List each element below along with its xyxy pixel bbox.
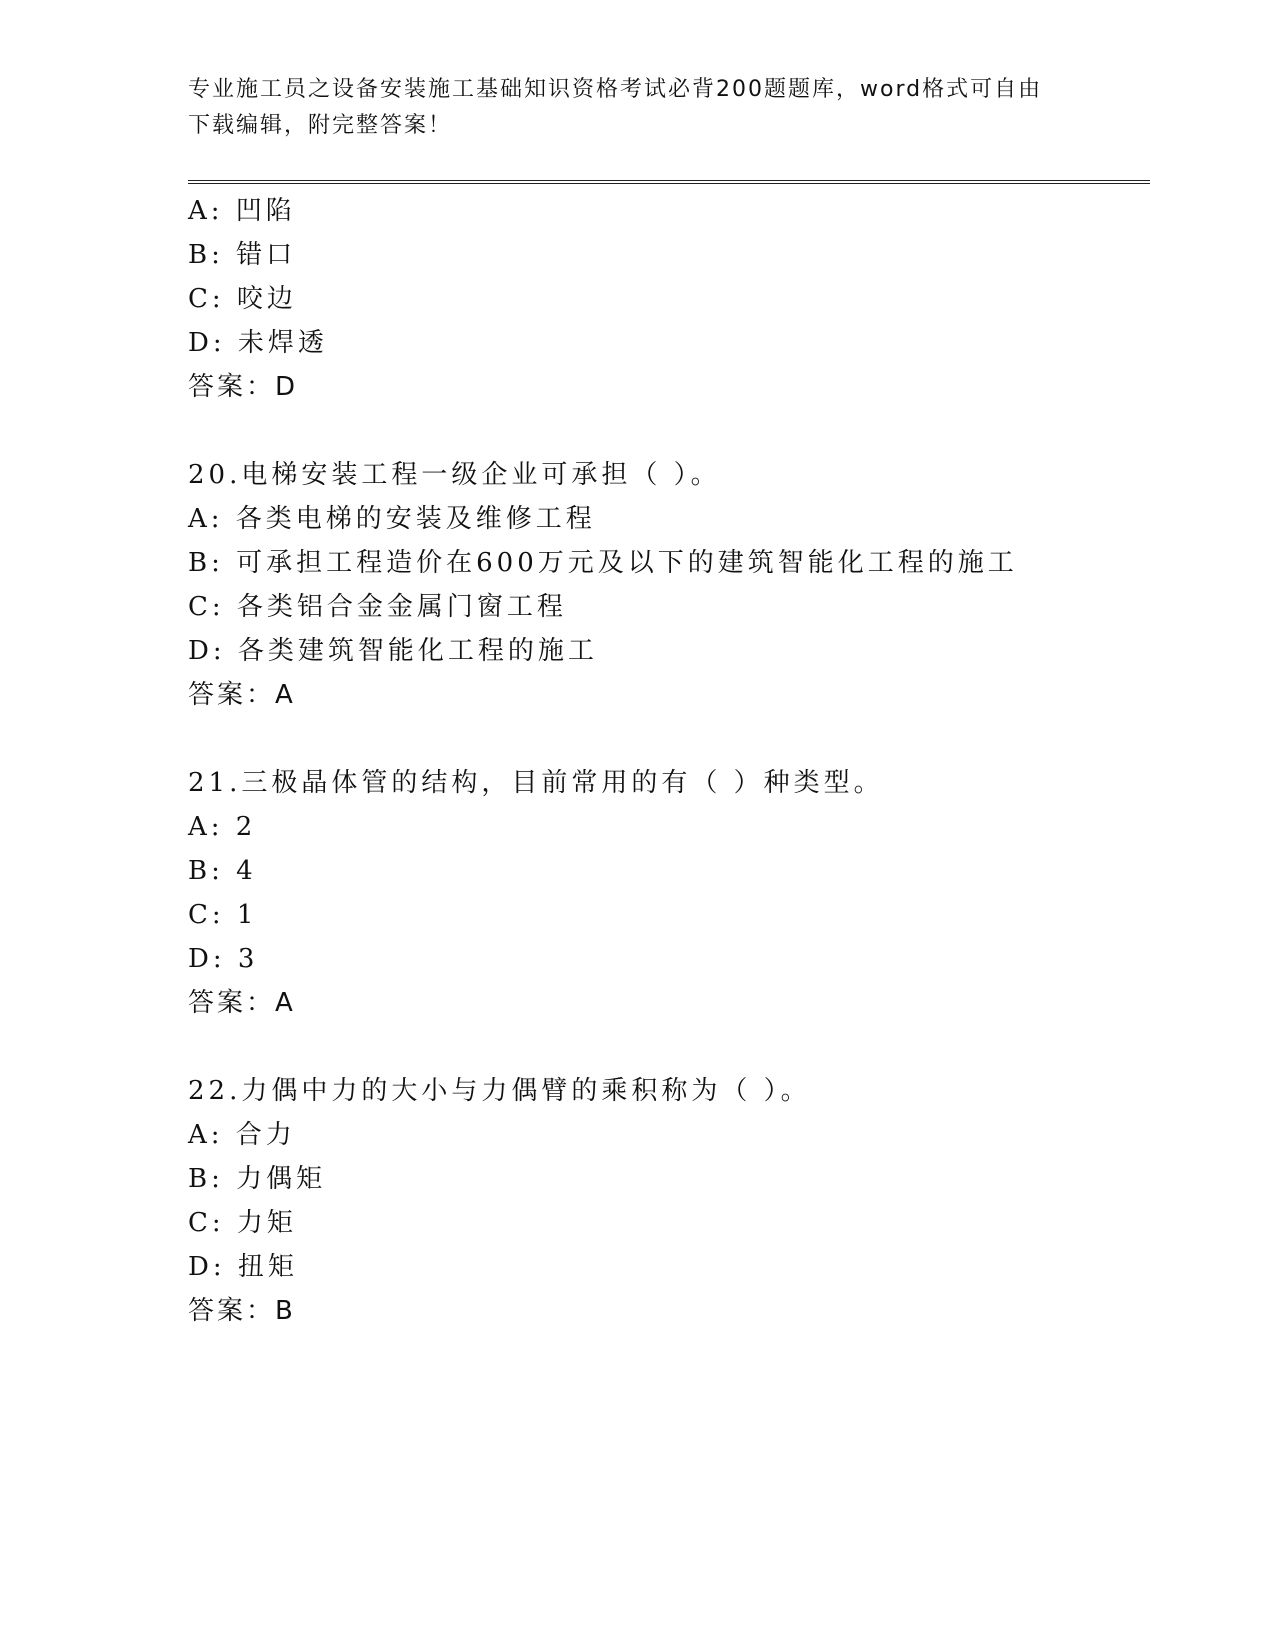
document-header — [188, 72, 1088, 144]
q21-question: 21.三极晶体管的结构，目前常用的有（ ）种类型。 — [188, 768, 884, 798]
q20-option-c: C: 各类铝合金金属门窗工程 — [188, 592, 567, 622]
q20-answer: 答案：A — [188, 680, 296, 710]
q22-option-b: B: 力偶矩 — [188, 1164, 327, 1194]
q22-option-d: D: 扭矩 — [188, 1252, 298, 1282]
header-line-2: 下载编辑，附完整答案！ — [188, 113, 453, 138]
q19-option-c: C: 咬边 — [188, 284, 297, 314]
q22-option-a: A: 合力 — [188, 1120, 296, 1150]
q19-option-a: A: 凹陷 — [188, 196, 296, 226]
q19-option-d: D: 未焊透 — [188, 328, 328, 358]
q20-option-d: D: 各类建筑智能化工程的施工 — [188, 636, 598, 666]
q21-option-b: B: 4 — [188, 856, 257, 886]
q19-option-b: B: 错口 — [188, 240, 297, 270]
q22-question: 22.力偶中力的大小与力偶臂的乘积称为（ ）。 — [188, 1076, 811, 1106]
q22-option-c: C: 力矩 — [188, 1208, 297, 1238]
q21-answer: 答案：A — [188, 988, 296, 1018]
q22-answer: 答案：B — [188, 1296, 296, 1326]
q19-answer: 答案：D — [188, 372, 299, 402]
header-divider — [188, 180, 1150, 184]
header-line-1: 专业施工员之设备安装施工基础知识资格考试必背200题题库，word格式可自由 — [188, 77, 1043, 102]
q20-option-a: A: 各类电梯的安装及维修工程 — [188, 504, 596, 534]
q21-option-d: D: 3 — [188, 944, 259, 974]
q21-option-c: C: 1 — [188, 900, 258, 930]
q20-option-b: B: 可承担工程造价在600万元及以下的建筑智能化工程的施工 — [188, 548, 1018, 578]
q20-question: 20.电梯安装工程一级企业可承担（ ）。 — [188, 460, 721, 490]
q21-option-a: A: 2 — [188, 812, 257, 842]
